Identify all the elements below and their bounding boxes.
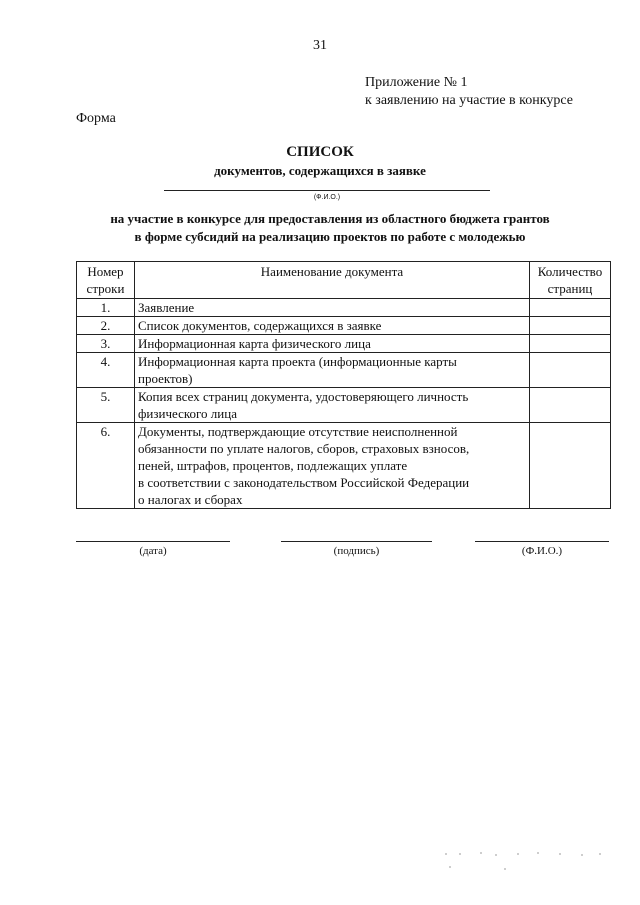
row-document-name (135, 317, 530, 335)
row-document-name-line: Информационная карта физического лица (138, 336, 371, 351)
row-document-name-line: Документы, подтверждающие отсутствие неисполненной (138, 424, 458, 439)
document-subtitle: документов, содержащихся в заявке (214, 163, 426, 178)
table-header-row (77, 262, 611, 299)
row-document-name-line: Информационная карта проекта (информационные карты (138, 354, 457, 369)
purpose-line-1: на участие в конкурсе для предоставления из областного бюджета грантов (110, 211, 550, 226)
table-body (77, 299, 611, 509)
row-document-name (135, 388, 530, 423)
fio-underline (164, 190, 490, 191)
scan-specks (440, 845, 610, 875)
row-document-name-line: пеней, штрафов, процентов, подлежащих уплате (138, 458, 408, 473)
row-document-name-line: Список документов, содержащихся в заявке (138, 318, 382, 333)
table-row (77, 353, 611, 388)
row-number: 4. (77, 353, 135, 388)
row-page-count (530, 353, 611, 388)
row-document-name (135, 423, 530, 509)
table-row (77, 299, 611, 317)
table-row (77, 335, 611, 353)
row-page-count (530, 317, 611, 335)
row-document-name-line: в соответствии с законодательством Российской Федерации (138, 475, 470, 490)
header-number-line-1: Номер (87, 264, 124, 279)
fio-caption: (Ф.И.О.) (313, 194, 341, 201)
row-document-name (135, 335, 530, 353)
row-number: 5. (77, 388, 135, 423)
date-caption: (дата) (139, 545, 167, 557)
row-document-name-line: проектов) (138, 371, 193, 386)
signature-underline (281, 541, 432, 542)
documents-table (76, 261, 611, 509)
row-document-name-line: обязанности по уплате налогов, сборов, страховых взносов, (138, 441, 470, 456)
header-number-line-2: строки (86, 281, 125, 296)
fio-sign-caption: (Ф.И.О.) (521, 545, 563, 557)
row-number: 3. (77, 335, 135, 353)
form-label: Форма (76, 111, 116, 126)
row-page-count (530, 335, 611, 353)
page-number: 31 (313, 38, 327, 53)
table-row (77, 317, 611, 335)
header-number (77, 262, 135, 299)
row-number: 6. (77, 423, 135, 509)
row-document-name (135, 353, 530, 388)
row-page-count (530, 299, 611, 317)
document-title: СПИСОК (286, 144, 354, 160)
row-page-count (530, 423, 611, 509)
row-document-name-line: физического лица (138, 406, 237, 421)
table-row (77, 423, 611, 509)
header-name: Наименование документа (135, 262, 530, 299)
signature-caption: (подпись) (333, 545, 380, 557)
row-document-name-line: Заявление (138, 300, 195, 315)
appendix-note (365, 74, 573, 110)
row-document-name (135, 299, 530, 317)
appendix-line-1: Приложение № 1 (365, 75, 468, 90)
row-document-name-line: Копия всех страниц документа, удостоверяющего личность (138, 389, 469, 404)
table-row (77, 388, 611, 423)
fio-sign-underline (475, 541, 609, 542)
row-number: 1. (77, 299, 135, 317)
purpose-line-2: в форме субсидий на реализацию проектов по работе с молодежью (134, 229, 526, 244)
date-underline (76, 541, 230, 542)
row-number: 2. (77, 317, 135, 335)
row-document-name-line: о налогах и сборах (138, 492, 243, 507)
header-count (530, 262, 611, 299)
header-count-line-1: Количество (537, 264, 603, 279)
header-count-line-2: страниц (547, 281, 593, 296)
row-page-count (530, 388, 611, 423)
appendix-line-2: к заявлению на участие в конкурсе (365, 93, 573, 108)
purpose-text (60, 210, 600, 246)
